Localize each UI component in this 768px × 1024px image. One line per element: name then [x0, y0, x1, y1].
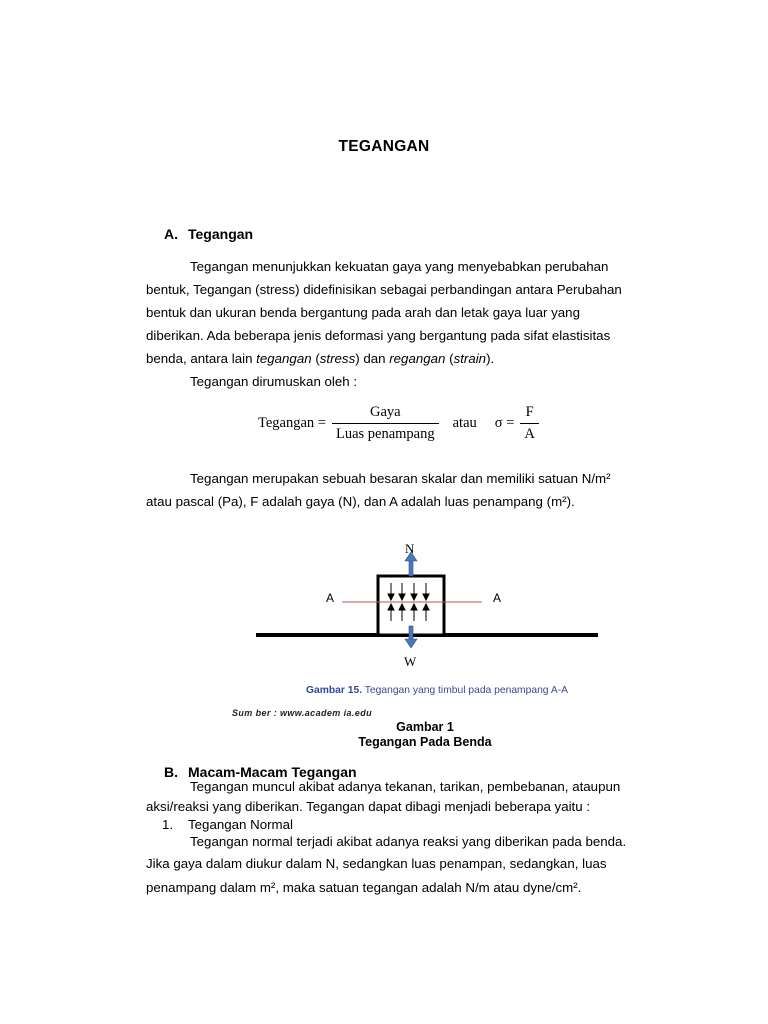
- text-run: ).: [486, 351, 495, 366]
- figure-title-line2: Tegangan Pada Benda: [358, 735, 492, 749]
- caption-text: Tegangan yang timbul pada penampang A-A: [362, 685, 568, 696]
- para-line: atau pascal (Pa), F adalah gaya (N), dan A adalah luas penampang (m²).: [146, 494, 575, 509]
- caption-bold: Gambar 15.: [306, 685, 363, 696]
- stress-formula: [258, 404, 539, 443]
- italic-term: tegangan: [256, 351, 312, 366]
- section-a-title: Tegangan: [188, 226, 254, 242]
- section-b-letter: B.: [164, 764, 178, 780]
- text-run: (: [445, 351, 454, 366]
- figure-caption-original: [306, 685, 568, 696]
- formula-denominator-a: A: [520, 423, 538, 443]
- text-run: benda, antara lain: [146, 351, 257, 366]
- label-n: N: [405, 541, 415, 556]
- para-line: [146, 347, 666, 370]
- label-w: W: [404, 654, 417, 669]
- formula-lhs: Tegangan =: [258, 415, 326, 431]
- label-a-right: A: [493, 591, 502, 605]
- para-line: bentuk, Tegangan (stress) didefinisikan sebagai perbandingan antara Perubahan: [146, 282, 622, 297]
- formula-denominator: Luas penampang: [332, 423, 439, 443]
- text-run: ) dan: [355, 351, 390, 366]
- section-a-paragraph: [146, 255, 666, 393]
- formula-or: atau: [452, 415, 477, 431]
- list-number: 1.: [162, 817, 174, 832]
- section-b-paragraph: [146, 778, 676, 900]
- italic-term: strain: [453, 351, 487, 366]
- list-label: Tegangan Normal: [188, 817, 293, 832]
- para-line: bentuk dan ukuran benda bergantung pada arah dan letak gaya luar yang: [146, 305, 580, 320]
- formula-fraction-symbolic: [520, 404, 538, 443]
- figure-title-line1: Gambar 1: [396, 720, 454, 734]
- para-line: diberikan. Ada beberapa jenis deformasi yang bergantung pada sifat elastisitas: [146, 328, 611, 343]
- figure-source: Sum ber : www.academ ia.edu: [232, 708, 373, 718]
- italic-term: stress: [319, 351, 356, 366]
- formula-numerator-f: F: [525, 404, 534, 420]
- para-line: Tegangan muncul akibat adanya tekanan, tarikan, pembebanan, ataupun: [190, 779, 621, 794]
- formula-intro: Tegangan dirumuskan oleh :: [190, 374, 358, 389]
- list-item: [146, 818, 676, 832]
- para-line: penampang dalam m², maka satuan tegangan adalah N/m atau dyne/cm².: [146, 880, 582, 895]
- section-b-title: Macam-Macam Tegangan: [188, 764, 357, 780]
- para-line: Tegangan menunjukkan kekuatan gaya yang menyebabkan perubahan: [190, 259, 609, 274]
- formula-numerator: Gaya: [370, 404, 401, 420]
- para-line: Tegangan merupakan sebuah besaran skalar dan memiliki satuan N/m²: [190, 471, 611, 486]
- section-a-paragraph-2: [146, 467, 666, 513]
- figure-title: [325, 720, 525, 750]
- formula-sigma: σ =: [494, 415, 515, 431]
- para-line: aksi/reaksi yang diberikan. Tegangan dapat dibagi menjadi beberapa yaitu :: [146, 799, 591, 814]
- section-a-heading: [164, 226, 253, 242]
- label-a-left: A: [326, 591, 335, 605]
- stress-figure: [250, 540, 610, 680]
- para-line: Jika gaya dalam diukur dalam N, sedangkan luas penampan, sedangkan, luas: [146, 856, 607, 871]
- text-run: (: [311, 351, 320, 366]
- section-a-letter: A.: [164, 226, 178, 242]
- italic-term: regangan: [389, 351, 446, 366]
- page-title: TEGANGAN: [338, 138, 430, 155]
- para-line: Tegangan normal terjadi akibat adanya reaksi yang diberikan pada benda.: [190, 834, 627, 849]
- formula-fraction: [332, 404, 439, 443]
